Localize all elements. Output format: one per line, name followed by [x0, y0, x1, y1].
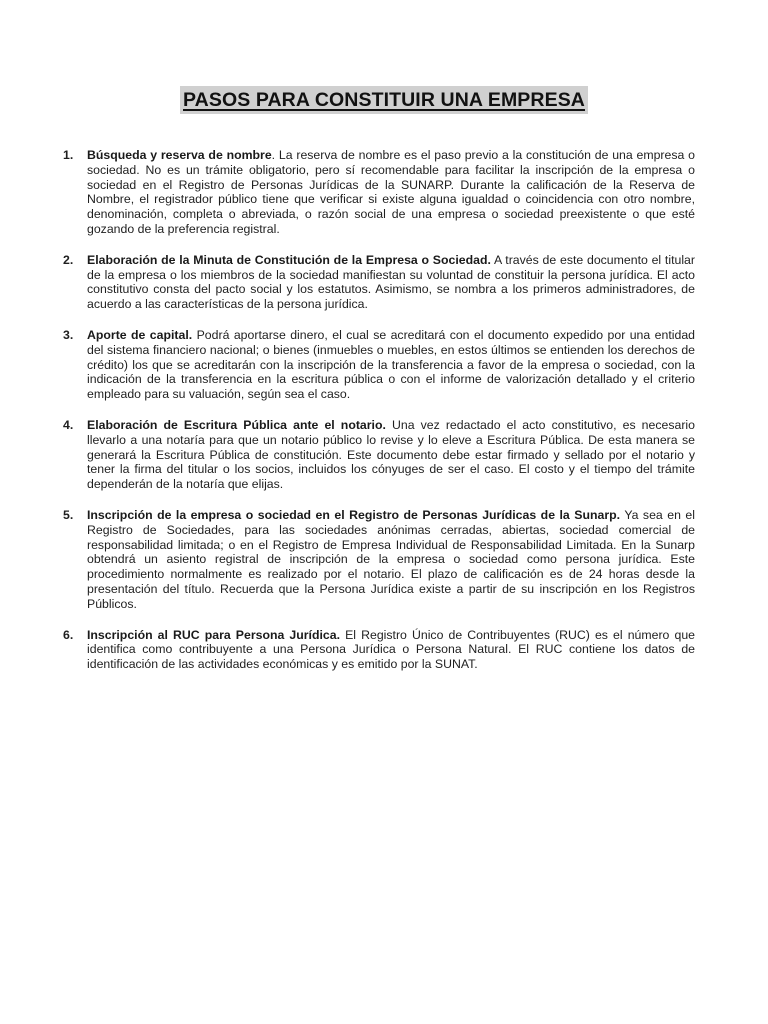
step-number: 2.	[63, 252, 74, 267]
step-heading: Aporte de capital.	[87, 327, 193, 342]
step-body: Podrá aportarse dinero, el cual se acreditará con el documento expedido por una entidad del sistema financiero nacional; o bienes (inmuebles o muebles, en estos últimos se entienden los derechos de crédito) los que se acreditarán con la inscripción de la transferencia a favor de la empresa o sociedad, con la indicación de la transferencia en la escritura pública o con el informe de valorización detallado y el criterio empleado para su valuación, según sea el caso.	[87, 327, 695, 402]
step-heading: Elaboración de Escritura Pública ante el notario.	[87, 417, 386, 432]
step-body: Ya sea en el Registro de Sociedades, para las sociedades anónimas cerradas, abiertas, sociedad comercial de responsabilidad limitada; o en el Registro de Empresa Individual de Responsabilidad Limitada. En la Sunarp obtendrá un asiento registral de inscripción de la empresa o sociedad como persona jurídica. Este procedimiento normalmente es realizado por el notario. El plazo de calificación es de 24 horas desde la presentación del título. Recuerda que la Persona Jurídica existe a partir de su inscripción en los Registros Públicos.	[87, 507, 695, 611]
step-heading: Elaboración de la Minuta de Constitución de la Empresa o Sociedad.	[87, 252, 491, 267]
step-number: 6.	[63, 627, 74, 642]
step-body: Una vez redactado el acto constitutivo, es necesario llevarlo a una notaría para que un notario público lo revise y lo eleve a Escritura Pública. De esta manera se generará la Escritura Pública de constitución. Este documento debe estar firmado y sellado por el notario y tener la firma del titular o los socios, incluidos los cónyuges de ser el caso. El costo y el tiempo del trámite dependerán de la notaría que elijas.	[87, 417, 695, 492]
step-number: 3.	[63, 327, 74, 342]
step-item-1	[63, 148, 695, 237]
step-item-6	[63, 628, 695, 672]
step-number: 5.	[63, 507, 74, 522]
step-body: . La reserva de nombre es el paso previo a la constitución de una empresa o sociedad. No es un trámite obligatorio, pero sí recomendable para facilitar la inscripción de la empresa o sociedad en el Registro de Personas Jurídicas de la SUNARP. Durante la calificación de la Reserva de Nombre, el registrador público tiene que verificar si existe alguna igualdad o coincidencia con otro nombre, denominación, completa o abreviada, o razón social de una empresa o sociedad preexistente o que esté gozando de la preferencia registral.	[87, 148, 695, 236]
title-container	[0, 86, 768, 114]
step-body: El Registro Único de Contribuyentes (RUC) es el número que identifica como contribuyente a una Persona Jurídica o Persona Natural. El RUC contiene los datos de identificación de las actividades económicas y es emitido por la SUNAT.	[87, 627, 695, 672]
step-number: 4.	[63, 417, 74, 432]
step-heading: Inscripción al RUC para Persona Jurídica.	[87, 627, 340, 642]
step-item-5	[63, 508, 695, 612]
step-item-4	[63, 418, 695, 492]
step-item-3	[63, 328, 695, 402]
step-heading: Búsqueda y reserva de nombre	[87, 148, 272, 162]
steps-list	[63, 148, 695, 688]
step-item-2	[63, 253, 695, 312]
step-number: 1.	[63, 148, 74, 162]
page-title: PASOS PARA CONSTITUIR UNA EMPRESA	[180, 86, 588, 114]
step-body: A través de este documento el titular de la empresa o los miembros de la sociedad manifiestan su voluntad de constituir la persona jurídica. El acto constitutivo consta del pacto social y los estatutos. Asimismo, se nombra a los primeros administradores, de acuerdo a las características de la persona jurídica.	[87, 252, 695, 312]
step-heading: Inscripción de la empresa o sociedad en el Registro de Personas Jurídicas de la Sunarp.	[87, 507, 621, 522]
